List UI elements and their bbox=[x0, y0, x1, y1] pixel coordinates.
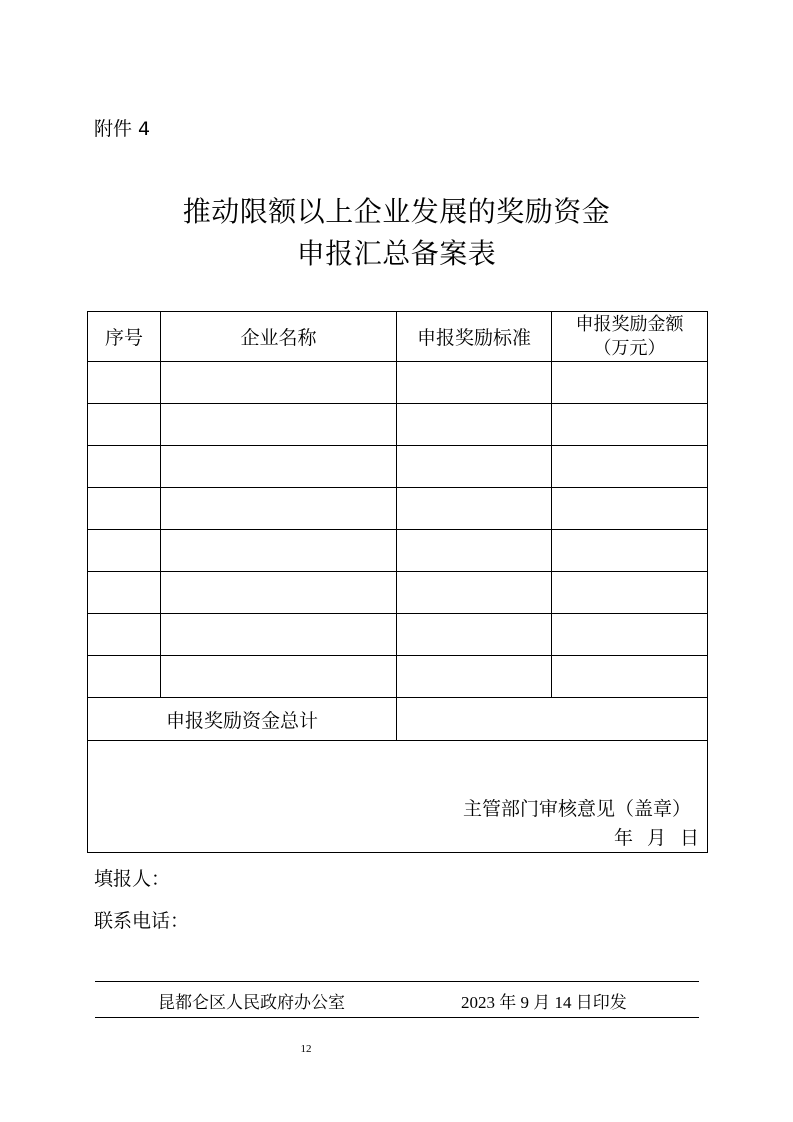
issue-date: 2023 年 9 月 14 日印发 bbox=[461, 993, 627, 1012]
cell-company bbox=[161, 362, 397, 404]
document-title-line2: 申报汇总备案表 bbox=[296, 237, 497, 270]
table-row bbox=[88, 572, 708, 614]
header-standard: 申报奖励标准 bbox=[397, 312, 552, 362]
cell-company bbox=[161, 530, 397, 572]
cell-standard bbox=[397, 362, 552, 404]
table-header-row bbox=[88, 312, 708, 362]
cell-seq bbox=[88, 362, 161, 404]
table-row bbox=[88, 362, 708, 404]
footer-top-rule bbox=[95, 981, 699, 982]
cell-standard bbox=[397, 530, 552, 572]
header-seq: 序号 bbox=[88, 312, 161, 362]
table-row bbox=[88, 488, 708, 530]
attachment-label: 附件 4 bbox=[94, 118, 151, 140]
cell-standard bbox=[397, 446, 552, 488]
review-row bbox=[88, 741, 708, 853]
cell-amount bbox=[552, 572, 708, 614]
cell-company bbox=[161, 404, 397, 446]
cell-company bbox=[161, 656, 397, 698]
table-row bbox=[88, 656, 708, 698]
header-amount bbox=[552, 312, 708, 362]
review-label: 主管部门审核意见（盖章） bbox=[462, 798, 691, 820]
cell-standard bbox=[397, 404, 552, 446]
cell-company bbox=[161, 446, 397, 488]
review-date-day: 日 bbox=[679, 827, 699, 849]
table-row bbox=[88, 614, 708, 656]
footer-bottom-rule bbox=[95, 1017, 699, 1018]
header-company: 企业名称 bbox=[161, 312, 397, 362]
cell-amount bbox=[552, 446, 708, 488]
review-date-year: 年 bbox=[613, 827, 633, 849]
cell-amount bbox=[552, 362, 708, 404]
cell-seq bbox=[88, 530, 161, 572]
cell-company bbox=[161, 572, 397, 614]
total-row bbox=[88, 698, 708, 741]
cell-seq bbox=[88, 614, 161, 656]
table-row bbox=[88, 446, 708, 488]
summary-table bbox=[87, 311, 708, 853]
cell-seq bbox=[88, 488, 161, 530]
filler-label: 填报人： bbox=[94, 868, 171, 890]
table-row bbox=[88, 404, 708, 446]
cell-standard bbox=[397, 614, 552, 656]
issuer-label: 昆都仑区人民政府办公室 bbox=[158, 993, 345, 1013]
header-amount-line1: 申报奖励金额 bbox=[575, 313, 684, 335]
cell-standard bbox=[397, 488, 552, 530]
cell-seq bbox=[88, 404, 161, 446]
cell-standard bbox=[397, 656, 552, 698]
total-label: 申报奖励资金总计 bbox=[88, 698, 397, 741]
document-title-line1: 推动限额以上企业发展的奖励资金 bbox=[182, 195, 611, 228]
cell-amount bbox=[552, 488, 708, 530]
table-row bbox=[88, 530, 708, 572]
review-cell bbox=[88, 741, 708, 853]
cell-seq bbox=[88, 446, 161, 488]
cell-amount bbox=[552, 404, 708, 446]
header-amount-line2: （万元） bbox=[593, 337, 666, 359]
total-value bbox=[397, 698, 708, 741]
cell-seq bbox=[88, 656, 161, 698]
cell-amount bbox=[552, 656, 708, 698]
page-number: 12 bbox=[300, 1043, 312, 1055]
contact-label: 联系电话： bbox=[94, 910, 190, 932]
cell-amount bbox=[552, 614, 708, 656]
cell-standard bbox=[397, 572, 552, 614]
cell-amount bbox=[552, 530, 708, 572]
review-date-month: 月 bbox=[646, 827, 666, 849]
cell-company bbox=[161, 488, 397, 530]
cell-seq bbox=[88, 572, 161, 614]
cell-company bbox=[161, 614, 397, 656]
review-date bbox=[614, 823, 699, 850]
